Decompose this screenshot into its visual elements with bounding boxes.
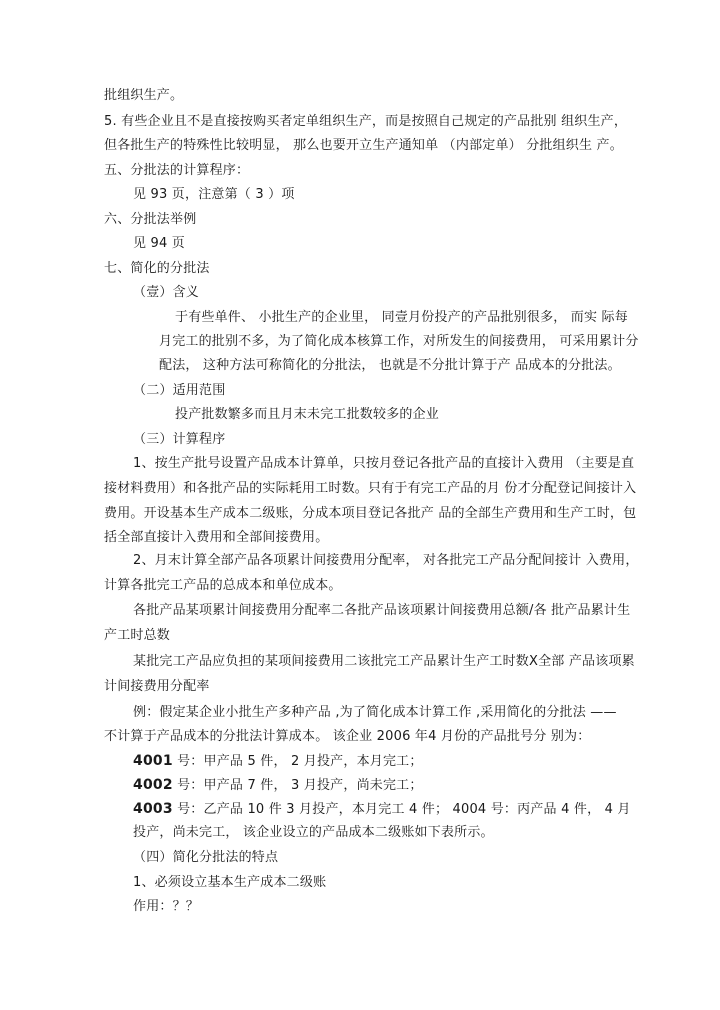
batch-number: 4002 <box>133 777 173 793</box>
text-line: 计算各批完工产品的总成本和单位成本。 <box>104 578 342 593</box>
text-line: 费用。开设基本生产成本二级账，分成本项目登记各批产 品的全部生产费用和生产工时，包 <box>104 506 637 521</box>
batch-line-4003 <box>133 801 631 818</box>
batch-number: 4001 <box>133 753 173 769</box>
formula-line: 计间接费用分配率 <box>104 679 210 694</box>
text-line: 5. 有些企业且不是直接按购买者定单组织生产，而是按照自己规定的产品批别 组织生产， <box>104 114 628 129</box>
text-line: 见 94 页 <box>133 236 186 251</box>
batch-line-4001 <box>133 753 423 770</box>
text-line: 2、月末计算全部产品各项累计间接费用分配率， 对各批完工产品分配间接计 入费用， <box>133 553 639 568</box>
formula-line: 产工时总数 <box>104 628 171 643</box>
text-line: 批组织生产。 <box>104 88 184 103</box>
section-heading: 六、分批法举例 <box>104 212 197 227</box>
text-line: 接材料费用）和各批产品的实际耗用工时数。只有于有完工产品的月 份才分配登记间接计入 <box>104 481 637 496</box>
formula-line: 某批完工产品应负担的某项间接费用二该批完工产品累计生产工时数X全部 产品该项累 <box>133 654 635 669</box>
text-line: 但各批生产的特殊性比较明显， 那么也要开立生产通知单 （内部定单） 分批组织生 产。 <box>104 138 623 153</box>
text-line: 1、按生产批号设置产品成本计算单，只按月登记各批产品的直接计入费用 （主要是直 <box>133 456 635 471</box>
section-heading: 七、简化的分批法 <box>104 261 210 276</box>
batch-number: 4003 <box>133 801 173 817</box>
text-line: 于有些单件、 小批生产的企业里， 同壹月份投产的产品批别很多， 而实 际每 <box>175 310 628 325</box>
formula-line: 各批产品某项累计间接费用分配率二各批产品该项累计间接费用总额/各 批产品累计生 <box>133 603 631 618</box>
text-line: 括全部直接计入费用和全部间接费用。 <box>104 530 329 545</box>
subsection-heading: （三）计算程序 <box>133 432 226 447</box>
section-heading: 五、分批法的计算程序： <box>104 163 250 178</box>
text-line: 月完工的批别不多，为了简化成本核算工作，对所发生的间接费用， 可采用累计分 <box>159 334 639 349</box>
subsection-heading: （四）简化分批法的特点 <box>133 850 279 865</box>
batch-detail: 号：乙产品 10 件 3 月投产，本月完工 4 件； 4004 号：丙产品 4 件， 4 月 <box>177 802 631 817</box>
text-line: 1、必须设立基本生产成本二级账 <box>133 875 327 890</box>
example-line: 例：假定某企业小批生产多种产品 ,为了简化成本计算工作 ,采用简化的分批法 —— <box>133 705 617 720</box>
example-line: 不计算于产品成本的分批法计算成本。 该企业 2006 年4 月份的产品批号分 别为： <box>104 729 591 744</box>
text-line: 作用：？？ <box>133 899 200 914</box>
text-line: 配法， 这种方法可称简化的分批法， 也就是不分批计算于产 品成本的分批法。 <box>159 358 621 373</box>
batch-detail: 号：甲产品 5 件， 2 月投产，本月完工； <box>177 754 423 769</box>
text-line: 见 93 页，注意第（ 3 ）项 <box>133 187 295 202</box>
batch-line-4002 <box>133 777 423 794</box>
batch-detail: 号：甲产品 7 件， 3 月投产，尚未完工； <box>177 778 423 793</box>
subsection-heading: （壹）含义 <box>133 285 200 300</box>
text-line: 投产批数繁多而且月末未完工批数较多的企业 <box>175 407 440 422</box>
text-line: 投产，尚未完工， 该企业设立的产品成本二级账如下表所示。 <box>133 825 494 840</box>
subsection-heading: （二）适用范围 <box>133 383 226 398</box>
